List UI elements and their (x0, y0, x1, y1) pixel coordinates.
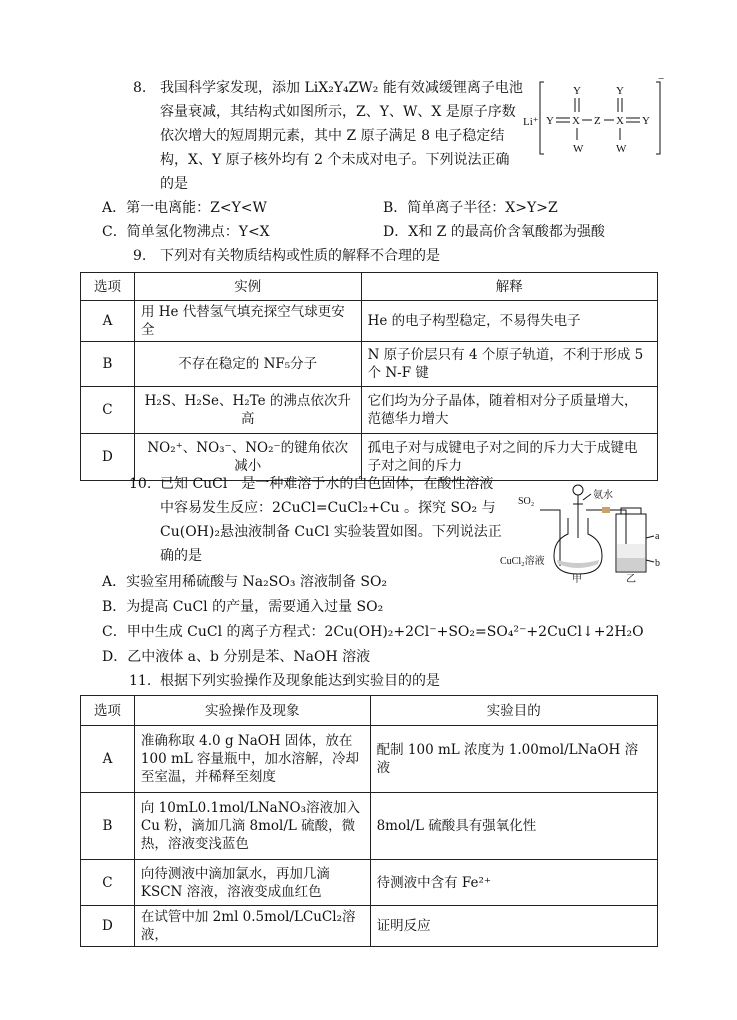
table-row (81, 387, 658, 434)
structure-li-cation: Li⁺ (523, 116, 539, 128)
q9-number: 9. (133, 248, 147, 264)
q11-stem: 根据下列实验操作及现象能达到实验目的的是 (160, 673, 440, 689)
q10-line-1: 已知 CuCl 是一种难溶于水的白色固体，在酸性溶液 (160, 476, 494, 492)
atom-x-left: X (572, 115, 580, 127)
q9-header-explanation: 解释 (361, 273, 657, 301)
q10-option-b: B．为提高 CuCl 的产量，需要通入过量 SO₂ (102, 599, 384, 615)
q10-line-4: 确的是 (160, 548, 202, 564)
label-cucl2: CuCl₂溶液 (500, 556, 545, 567)
q8-option-b: B．简单离子半径：X>Y>Z (383, 200, 558, 216)
q9-row-a-option: A (81, 301, 135, 342)
q9-row-b-option: B (81, 342, 135, 387)
q11-header-purpose: 实验目的 (370, 696, 657, 726)
q9-row-d-example: NO₂⁺、NO₃⁻、NO₂⁻的键角依次减小 (134, 434, 361, 481)
atom-y-right: Y (642, 115, 650, 127)
q10-apparatus-diagram (498, 478, 668, 583)
q9-row-d-explanation: 孤电子对与成键电子对之间的斥力大于成键电子对之间的斥力 (361, 434, 657, 481)
q10-option-d: D．乙中液体 a、b 分别是苯、NaOH 溶液 (102, 649, 371, 665)
q9-header-option: 选项 (81, 273, 135, 301)
q11-header-option: 选项 (81, 696, 135, 726)
q11-table (80, 695, 658, 947)
q10-option-c: C．甲中生成 CuCl 的离子方程式：2Cu(OH)₂+2Cl⁻+SO₂=SO₄²⁻+2CuCl↓+2H₂O (102, 624, 644, 640)
q11-header-operation: 实验操作及现象 (134, 696, 370, 726)
q9-stem: 下列对有关物质结构或性质的解释不合理的是 (160, 248, 440, 264)
q8-line-4: 构，X、Y 原子核外均有 2 个未成对电子。下列说法正确 (160, 152, 510, 168)
left-bracket (540, 82, 544, 154)
q11-row-d-option: D (81, 906, 135, 947)
q9-header-example: 实例 (134, 273, 361, 301)
atom-w-left: W (573, 143, 584, 155)
q10-line-2: 中容易发生反应：2CuCl=CuCl₂+Cu 。探究 SO₂ 与 (160, 500, 496, 516)
q8-line-2: 容量衰减，其结构式如图所示，Z、Y、W、X 是原子序数 (160, 104, 516, 120)
label-jia: 甲 (572, 574, 582, 583)
atom-z: Z (594, 115, 601, 127)
q9-row-a-example: 用 He 代替氢气填充探空气球更安全 (134, 301, 361, 342)
q8-line-5: 的是 (160, 176, 188, 192)
q11-row-c-operation: 向待测液中滴加氯水，再加几滴 KSCN 溶液，溶液变成血红色 (134, 860, 370, 906)
q11-row-c-option: C (81, 860, 135, 906)
table-row (81, 906, 658, 947)
q9-row-a-explanation: He 的电子构型稳定，不易得失电子 (361, 301, 657, 342)
table-row (81, 342, 658, 387)
table-row (81, 860, 658, 906)
right-bracket (656, 82, 660, 154)
q11-row-b-operation: 向 10mL0.1mol/LNaNO₃溶液加入 Cu 粉，滴加几滴 8mol/L 硫酸，微热，溶液变浅蓝色 (134, 793, 370, 860)
label-ammonia: 氨水 (593, 490, 613, 501)
q10-line-3: Cu(OH)₂悬浊液制备 CuCl 实验装置如图。下列说法正 (160, 524, 502, 540)
label-a: a (655, 531, 660, 542)
atom-y-top-right: Y (616, 85, 624, 97)
q11-row-d-purpose: 证明反应 (370, 906, 657, 947)
q11-row-b-option: B (81, 793, 135, 860)
label-b: b (655, 558, 660, 569)
q11-row-a-option: A (81, 726, 135, 793)
atom-y-top-left: Y (573, 85, 581, 97)
atom-x-right: X (616, 115, 624, 127)
q11-row-a-purpose: 配制 100 mL 浓度为 1.00mol/LNaOH 溶液 (370, 726, 657, 793)
label-yi: 乙 (626, 574, 636, 583)
q10-number: 10. (129, 476, 152, 492)
q11-row-b-purpose: 8mol/L 硫酸具有强氧化性 (370, 793, 657, 860)
q10-option-a: A．实验室用稀硫酸与 Na₂SO₃ 溶液制备 SO₂ (102, 574, 388, 590)
q9-row-c-option: C (81, 387, 135, 434)
label-so2: SO₂ (518, 496, 535, 507)
q9-row-d-option: D (81, 434, 135, 481)
q9-row-b-explanation: N 原子价层只有 4 个原子轨道，不利于形成 5 个 N-F 键 (361, 342, 657, 387)
q11-row-c-purpose: 待测液中含有 Fe²⁺ (370, 860, 657, 906)
table-row (81, 726, 658, 793)
q8-line-1: 我国科学家发现，添加 LiX₂Y₄ZW₂ 能有效减缓锂离子电池 (160, 80, 523, 96)
q8-option-d: D．X和 Z 的最高价含氧酸都为强酸 (383, 224, 605, 240)
atom-y-left: Y (546, 115, 554, 127)
structure-charge: − (658, 74, 665, 85)
q9-row-c-example: H₂S、H₂Se、H₂Te 的沸点依次升高 (134, 387, 361, 434)
q11-row-a-operation: 准确称取 4.0 g NaOH 固体，放在 100 mL 容量瓶中，加水溶解，冷却至室温，并稀释至刻度 (134, 726, 370, 793)
q8-structure-diagram (520, 74, 670, 160)
q11-number: 11. (129, 673, 152, 689)
q8-line-3: 依次增大的短周期元素，其中 Z 原子满足 8 电子稳定结 (160, 128, 505, 144)
q8-option-c: C．简单氢化物沸点：Y<X (102, 224, 270, 240)
q9-row-b-example: 不存在稳定的 NF₅分子 (134, 342, 361, 387)
q11-row-d-operation: 在试管中加 2ml 0.5mol/LCuCl₂溶液， (134, 906, 370, 947)
q8-option-a: A．第一电离能：Z<Y<W (102, 200, 267, 216)
atom-w-right: W (616, 143, 627, 155)
q9-table (80, 272, 658, 481)
q9-row-c-explanation: 它们均为分子晶体，随着相对分子质量增大，范德华力增大 (361, 387, 657, 434)
q8-number: 8. (133, 80, 147, 96)
table-row (81, 301, 658, 342)
table-row (81, 793, 658, 860)
